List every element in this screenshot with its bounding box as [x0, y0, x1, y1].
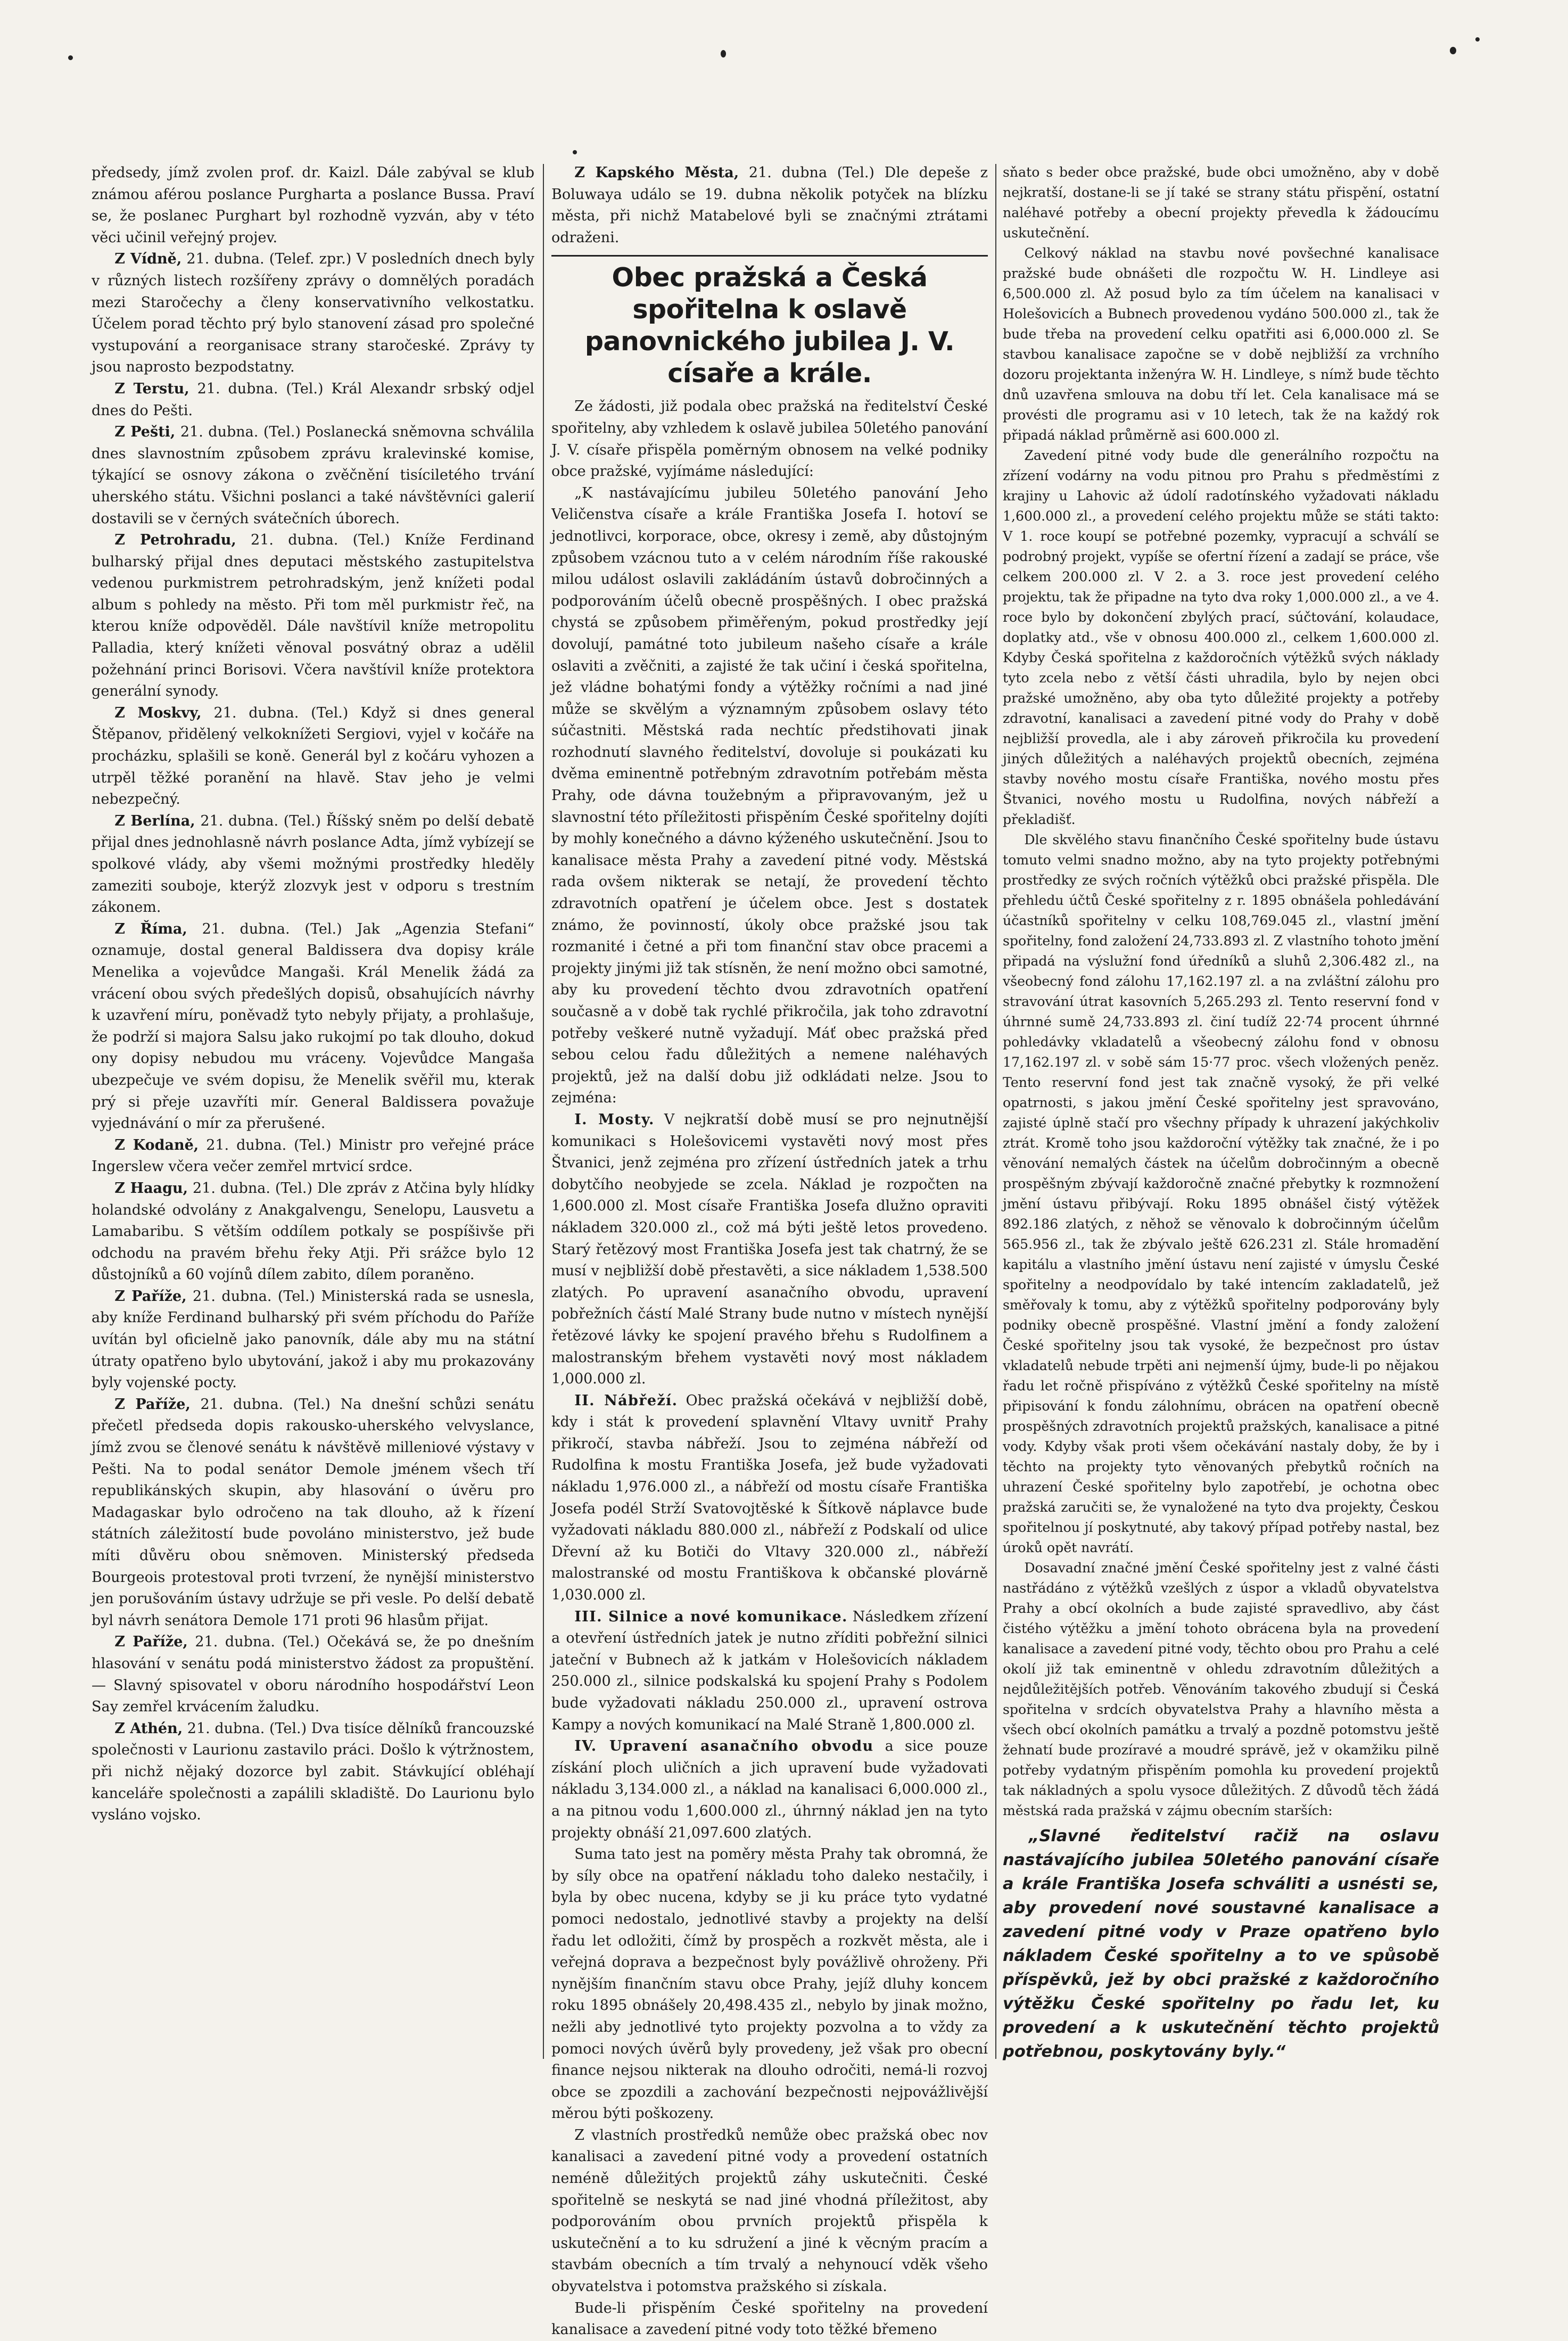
- news-item: Z Berlína, 21. dubna. (Tel.) Říšský sněm po delší debatě přijal dnes jednohlasně návrh poslance Adta, jímž vybízejí se spolkové vlády, aby všemi možnými prostředky hleděly zameziti souboje, kterýž zlozvyk jest v odporu s trestním zákonem.: [92, 812, 534, 916]
- news-item: Z Kodaně, 21. dubna. (Tel.) Ministr pro veřejné práce Ingerslew včera večer zemřel mrtvicí srdce.: [92, 1136, 534, 1175]
- dateline: Z Kapského Města,: [574, 164, 739, 181]
- article-paragraph: Bude-li přispěním České spořitelny na provedení kanalisace a zavedení pitné vody toto těžké břemeno: [551, 2299, 988, 2338]
- news-item: Z Paříže, 21. dubna. (Tel.) Ministerská rada se usnesla, aby kníže Ferdinand bulharský při svém příchodu do Paříže uvítán byl oficielně jako panovník, dále aby mu na státní útraty opatřeno bylo ubytování, jakož i aby mu prokazovány byly vojenské pocty.: [92, 1288, 535, 1391]
- resolution-quote: „Slavné ředitelství račiž na oslavu nastávajícího jubilea 50letého panování císaře a krále Františka Josefa schváliti a usnésti se, aby provedení nové soustavné kanalisace a zavedení pitné vody v Praze opatřeno bylo nákladem České spořitelny a to ve spůsobě příspěvků, jež by obci pražské z každoročního výtěžku České spořitelny po řadu let, ku provedení a k uskutečnění těchto projektů potřebnou, poskytovány byly.“: [1003, 1827, 1439, 2061]
- article-paragraph: „K nastávajícímu jubileu 50letého panování Jeho Veličenstva císaře a krále Františka Josefa I. hotoví se jednotlivci, korporace, obce, okresy i země, aby důstojným způsobem vzácnou tuto a v celém národním říše rakouské milou událost oslavili zakládáním ústavů dobročinných a podporováním účelů obecně prospěšných. I obec pražská chystá se způsobem přiměřeným, pokud prostředky její dovolují, památné toto jubileum našeho císaře a krále oslaviti a zvěčniti, a zajisté že tak učiní i česká spořitelna, jež vládne bohatými fondy a výtěžky ročními a nad jiné může se skvělým a významným způsobem oslavy této súčastniti. Městská rada nechtíc předstihovati jinak rozhodnutí slavného ředitelství, dovoluje si poukázati ku dvěma eminentně potřebným zdravotním potřebám města Prahy, ode dávna toužebným a připravovaným, jež u slavnostní této příležitosti přispěním České spořitelny dojíti by mohly konečného a dávno kýženého uskutečnění. Jsou to kanalisace města Prahy a zavedení pitné vody. Městská rada ovšem nikterak se netají, že provedení těchto zdravotních opatření je účelem obce. Jest s dostatek známo, že povinností, úkoly obce pražské jsou tak rozmanité i četné a při tom finanční stav obce pracemi a projekty jinými již tak stísněn, že není možno obci samotné, aby ku provedení těchto dvou zdravotních opatření současně a v době tak rychlé přikročila, jak toho zdravotní potřeby veškeré nutně vyžadují. Máť obec pražská před sebou celou řadu důležitých a nemene naléhavých projektů, jež na další dobu již odkládati nelze. Jsou to zejména:: [551, 484, 988, 1107]
- article-paragraph: Dle skvělého stavu finančního České spořitelny bude ústavu tomuto velmi snadno možno, aby na tyto projekty potřebnými prostředky ze svých ročních výtěžků obci pražské přispěla. Dle přehledu účtů České spořitelny z r. 1895 obnášela pohledávání účastníků spořitelny v celku 108,769.045 zl., vlastní jmění spořitelny, fond založení 24,733.893 zl. Z vlastního tohoto jmění připadá na výslužní fond úředníků a sluhů 2,306.482 zl., na všeobecný fond zálohu 17,162.197 zl. a na zvláštní zálohu pro stravování útrat kasovních 5,265.293 zl. Tento reservní fond v úhrnné sumě 24,733.893 zl. činí tudíž 22·74 procent úhrnné pohledávky vkladatelů a všeobecný zálohu fond v obnosu 17,162.197 zl. v sobě sám 15·77 proc. všech vložených peněz. Tento reservní fond jest tak značně vysoký, že při velké opatrnosti, s jakou jmění České spořitelny jest spravováno, zajisté úplně stačí pro všechny případy k uhrazení jakýchkoliv ztrát. Kromě toho jsou každoroční výtěžky tak značné, že i po věnování nemalých částek na účelům dobročinným a obecně prospěšným zbývají každoročně značné přebytky k rozmnožení jmění ústavu přibývají. Roku 1895 obnášel čistý výtěžek 892.186 zlatých, z něhož se věnovalo k dobročinným účelům 565.956 zl., tak že zbývalo ještě 626.231 zl. Stále hromadění kapitálu a vlastního jmění ústavu není zajisté v úmyslu České spořitelny a neodpovídalo by také intencím zakladatelů, jež směřovaly k tomu, aby z výtěžků spořitelny podporovány byly podniky obecně prospěšné. Vlastní jmění a fondy založení České spořitelny jsou tak vysoké, že bezpečnost pro ústav vkladatelů nebude trpěti ani nejmenší újmy, bude-li po nějakou řadu let ročně přispíváno z výtěžků České spořitelny na místě připisování k fondu zálohnímu, obrácen na opatření obecně prospěšných zdravotních projektů pražských, kanalisace a pitné vody. Kdyby však proti všem očekávání nastaly doby, že by i těchto na projekty tyto věnovaných přebytků ročních na uhrazení České spořitelny bylo zapotřebí, je ochotna obec pražská zaručiti se, že vynaložené na tyto dva projekty, Českou spořitelnou jí poskytnuté, aby takový případ potřeby nastal, bez úroků opět navrátí.: [1003, 832, 1439, 1555]
- news-paragraph: předsedy, jímž zvolen prof. dr. Kaizl. Dále zabýval se klub známou aférou poslance Purgharta a poslance Bussa. Praví se, že poslanec Purghart byl rozhodně vyzván, aby v této věci učinil veřejný projev.: [92, 164, 534, 246]
- news-item: Z Vídně, 21. dubna. (Telef. zpr.) V posledních dnech byly v různých listech rozšířeny zprávy o domnělých poradách mezi Staročechy a členy konservativního velkostatku. Účelem porad těchto prý bylo stanovení zásad pro společné vystupování a reorganisace strany staročeské. Zprávy ty jsou naprosto bezpodstatny.: [92, 251, 534, 376]
- section-heading: II. Nábřeží.: [574, 1392, 678, 1409]
- dateline: Z Berlína,: [114, 812, 195, 829]
- article-paragraph: sňato s beder obce pražské, bude obci umožněno, aby v době nejkratší, dostane-li se jí také se strany státu přispění, ostatní naléhavé potřeby a obecní projekty převedla k žádoucímu uskutečnění.: [1003, 164, 1439, 241]
- article-section: I. Mosty. V nejkratší době musí se pro nejnutnější komunikaci s Holešovicemi vystavěti nový most přes Štvanici, jenž zejména pro zřízení ústředních jatek a trhu dobytčího neobyjede se zcela. Náklad je rozpočten na 1,600.000 zl. Most císaře Františka Josefa dlužno opraviti nákladem 320.000 zl., což má býti ještě letos provedeno. Starý řetězový most Františka Josefa jest tak chatrný, že se musí v nejbližší době přestavěti, a sice nákladem 1,538.500 zlatých. Po upravení asanačního obvodu, upravení pobřežních částí Malé Strany bude nutno v místech nynější řetězové lávky ke spojení pravého břehu s Rudolfinem a malostranským břehem vystavěti nový most nákladem 1,000.000 zl.: [551, 1111, 988, 1388]
- news-item: Z Petrohradu, 21. dubna. (Tel.) Kníže Ferdinand bulharský přijal dnes deputaci městského zastupitelstva vedenou purkmistrem petrohradským, jenž knížeti podal album s pohledy na město. Při tom měl purkmistr řeč, na kterou kníže odpověděl. Dále navštívil kníže metropolitu Palladia, který knížeti věnoval posvátný obraz a udělil požehnání princi Borisovi. Včera navštívil kníže protektora generální synody.: [92, 532, 534, 700]
- column-1: [92, 162, 534, 2068]
- news-item: Z Moskvy, 21. dubna. (Tel.) Když si dnes general Štěpanov, přidělený velkoknížeti Sergiovi, vyjel v kočáře na procházku, splašili se koně. Generál byl z kočáru vyhozen a utrpěl těžké poranění na hlavě. Stav jeho je velmi nebezpečný.: [92, 704, 535, 808]
- article-section: IV. Upravení asanačního obvodu a sice pouze získání ploch uličních a jich upravení bude vyžadovati nákladu 3,134.000 zl., a náklad na kanalisaci 6,000.000 zl., a na pitnou vodu 1,600.000 zl., úhrnný náklad jen na tyto projekty obnáší 21,097.600 zlatých.: [551, 1738, 988, 1841]
- dateline: Z Vídně,: [114, 251, 182, 268]
- dateline: Z Paříže,: [114, 1634, 188, 1651]
- dateline: Z Paříže,: [114, 1288, 187, 1305]
- section-divider: [551, 255, 988, 257]
- news-item: Z Athén, 21. dubna. (Tel.) Dva tisíce dělníků francouzské společnosti v Laurionu zastavilo práci. Došlo k výtržnostem, při nichž nějaký dozorce byl zabit. Stávkující obléhají kanceláře společnosti a zapálili skladiště. Do Laurionu bylo vysláno vojsko.: [92, 1720, 534, 1824]
- article-paragraph: Celkový náklad na stavbu nové povšechné kanalisace pražské bude obnášeti dle rozpočtu W. H. Lindleye asi 6,500.000 zl. Až posud bylo za tím účelem na kanalisaci v Holešovicích a Bubnech provedenou vydáno 500.000 zl., tak že bude třeba na provedení celku opatřiti asi 6,000.000 zl. Se stavbou kanalisace započne se v době nejbližší za vrchního dozoru projektanta inženýra W. H. Lindleye, s nímž bude těchto dnů uzavřena smlouva na dobu tří let. Cela kanalisace má se provésti dle programu asi v 10 letech, tak že na každý rok připadá náklad průměrně asi 600.000 zl.: [1003, 245, 1439, 443]
- news-item: Z Paříže, 21. dubna. (Tel.) Očekává se, že po dnešním hlasování v senátu podá ministerstvo žádost za propuštění. — Slavný spisovatel v oboru národního hospodářství Leon Say zemřel krvácením žaludku.: [92, 1634, 535, 1716]
- scan-speck: [721, 50, 726, 57]
- section-heading: III. Silnice a nové komunikace.: [574, 1608, 848, 1625]
- section-heading: I. Mosty.: [574, 1111, 655, 1128]
- article-section: II. Nábřeží. Obec pražská očekává v nejbližší době, kdy i stát k provedení splavnění Vltavy uvnitř Prahy přikročí, stavba nábřeží. Jsou to zejména nábřeží od Rudolfina k mostu Františka Josefa, jež bude vyžadovati nákladu 1,976.000 zl., a nábřeží od mostu císaře Františka Josefa podél Strží Svatovojtěské k Šítkově náplavce bude vyžadovati nákladu 880.000 zl., nábřeží z Podskalí od ulice Dřevní až ku Botiči do Vltavy 320.000 zl., nábřeží malostranské od mostu Františkova k občanské plovárně 1,030.000 zl.: [551, 1392, 988, 1604]
- news-item: Z Kapského Města, 21. dubna (Tel.) Dle depeše z Boluwaya událo se 19. dubna několik potyček na blízku města, při nichž Matabelové byli se značnými ztrátami odraženi.: [551, 164, 988, 246]
- article-headline: Obec pražská a Česká spořitelna k oslavě panovnického jubilea J. V. císaře a krále.: [584, 262, 955, 389]
- article-paragraph: Suma tato jest na poměry města Prahy tak obromná, že by síly obce na opatření nákladu toho daleko nestačily, i byla by obec nucena, kdyby se ji ku práce tyto vydatné pomoci nedostalo, jednotlivé stavby a projekty na delší řadu let odložiti, čímž by prospěch a rozkvět města, ale i veřejná dopravа a bezpečnost byly povážlivě ohroženy. Při nynějším finančním stavu obce Prahy, jejíž dluhy koncem roku 1895 obnášely 20,498.435 zl., nebylo by jinak možno, nežli aby jednotlivé tyto projekty pozvolna a to vždy za pomoci nových úvěrů byly provedeny, jež však pro obecní finance nejsou nikterak na dlouho odročiti, nemá-li rozvoj obce se zpozdili a zachování bezpečnosti nejpovážlivější měrou býti poškozeny.: [551, 1846, 988, 2122]
- top-dot: [573, 150, 577, 154]
- news-item: Z Pešti, 21. dubna. (Tel.) Poslanecká sněmovna schválila dnes slavnostním způsobem zprávu kralevinské komise, týkající se osnovy zákona o zvěčnění tisíciletého trvání uherského státu. Všichni poslanci a také návštěvníci galerií dostavili se v černých svátečních úborech.: [92, 424, 534, 527]
- column-2: [551, 162, 988, 2338]
- dateline: Z Paříže,: [114, 1396, 191, 1413]
- column-rule: [543, 164, 544, 2059]
- dateline: Z Athén,: [114, 1720, 183, 1737]
- article-paragraph: Zavedení pitné vody bude dle generálního rozpočtu na zřízení vodárny na vodu pitnou pro Prahu s předměstími z krajiny u Lahovic až údolí radotínského vyžadovati nákladu 1,600.000 zl., a provedení celého projektu může se státi takto: V 1. roce koupí se potřebné pozemky, vypracují a schválí se podrobný projekt, vypíše se ofertní řízení a zadají se práce, vše celkem 200.000 zl. V 2. a 3. roce jest provedení celého projektu, tak že připadne na tyto dva roky 1,000.000 zl., a ve 4. roce bylo by dokončení zbylých prací, súčtování, kolaudace, doplatky atd., vše v obnosu 400.000 zl., celkem 1,600.000 zl. Kdyby Česká spořitelna z každoročních výtěžků svých náklady tyto zcela nebo z větší části uhradila, bylo by nejen obci pražské umožněno, aby oba tyto důležité projekty a potřeby zdravotní, kanalisaci a zavedení pitné vody do Prahy v době nejbližší provedla, ale i aby zároveň přikročila ku provedení jiných důležitých a naléhavých projektů obecních, zejména stavby nového mostu císaře Františka, nového mostu přes Štvanici, nového mostu u Rudolfina, nových nábřeží a překladišť.: [1003, 448, 1439, 827]
- dateline: Z Moskvy,: [114, 704, 202, 721]
- scan-speck: [1450, 47, 1456, 54]
- news-item: Z Haagu, 21. dubna. (Tel.) Dle zpráv z Atčina byly hlídky holandské odvolány z Anakgalvengu, Senelopu, Lausvetu a Lamabaribu. S větším oddílem potkaly se pospíšivše při odchodu na pravém břehu řeky Atji. Při srážce bylo 12 důstojníků a 60 vojínů dílem zabito, dílem poraněno.: [92, 1180, 534, 1283]
- article-paragraph: Dosavadní značné jmění České spořitelny jest z valné části nastřádáno z výtěžků vzešlých z úspor a vkladů obyvatelstva Prahy a obcí okolních a bude zajisté spravedlivo, aby část čistého výtěžku a jmění tohoto obrácena byla na provedení kanalisace a zavedení pitné vody, těchto obou pro Prahu a celé okolí již tak eminentně v ohledu zdravotním důležitých a nejdůležitějších potřeb. Věnováním takového zbudují si Česká spořitelna v srdcích obyvatelstva Prahy a hlavního města a všech obcí okolních památku a trvalý a pozdně potomstvu ještě žehnatí bude prozíravé a moudré správě, jež v okamžiku pilně potřeby vydatným přispěním pomohla ku provedení projektů tak nákladných a spolu vysoce důležitých. Z důvodů těch žádá městská rada pražská v zájmu obecním starších:: [1003, 1560, 1439, 1818]
- dateline: Z Kodaně,: [114, 1136, 199, 1153]
- dateline: Z Říma,: [114, 920, 187, 937]
- article-paragraph: Z vlastních prostředků nemůže obec pražská obec nov kanalisaci a zavedení pitné vody a provedení ostatních neméně důležitých projektů záhy uskutečniti. České spořitelně se neskytá se nad jiné vhodná příležitost, aby podporováním obou prvních projektů přispěla k uskutečnění a to ku sdružení a jiné k věcným pracím a stavbám obecních a tím trvalý a nehynoucí vděk všeho obyvatelstva i potomstva pražského si získala.: [551, 2126, 988, 2295]
- scan-speck: [68, 55, 73, 60]
- dateline: Z Pešti,: [114, 424, 176, 441]
- dateline: Z Petrohradu,: [114, 532, 236, 549]
- article-section: III. Silnice a nové komunikace. Následkem zřízení a otevření ústředních jatek je nutno zříditi pobřežní silnici jateční v Bubnech až k jatkám v Holešovicích nákladem 250.000 zl., silnice podskalská ku spojení Prahy s Podolem bude vyžadovati nákladu 250.000 zl., upravení ostrova Kampy a nových komunikací na Malé Straně 1,800.000 zl.: [551, 1608, 988, 1733]
- article-paragraph: Ze žádosti, již podala obec pražská na ředitelství České spořitelny, aby vzhledem k oslavě jubilea 50letého panování J. V. císaře přispěla poměrným obnosem na velké podniky obce pražské, vyjímáme následující:: [551, 398, 988, 480]
- dateline: Z Haagu,: [114, 1180, 188, 1197]
- column-rule: [995, 164, 996, 2059]
- news-item: Z Paříže, 21. dubna. (Tel.) Na dnešní schůzi senátu přečetl předseda dopis rakousko-uherského velvyslance, jímž zvou se členové senátu k návštěvě milleniové výstavy v Pešti. Na to podal senátor Demole jménem všech tří republikánských skupin, aby hlasování o úvěru pro Madagaskar bylo odročeno na tak dlouho, až k řízení státních záležitostí bude povoláno ministerstvo, jež bude míti důvěru obou sněmoven. Ministerský předseda Bourgeois protestoval proti tvrzení, že nynější ministerstvo jen porušováním ústavy udržuje se při vesle. Po delší debatě byl návrh senátora Demole 171 proti 96 hlasům přijat.: [92, 1396, 534, 1629]
- dateline: Z Terstu,: [114, 380, 189, 397]
- news-item: Z Říma, 21. dubna. (Tel.) Jak „Agenzia Stefani“ oznamuje, dostal general Baldissera dva dopisy krále Menelika a vojevůdce Mangaši. Král Menelik žádá za vrácení obou svých předešlých dopisů, obsahujících návrhy k uzavření míru, poněvadž tyto nebyly přijaty, a prohlašuje, že podrží si majora Salsu jako rukojmí po tak dlouho, dokud ony dopisy nebudou mu vráceny. Vojevůdce Mangaša ubezpečuje ve svém dopisu, že Menelik svěřil mu, kterak prý si přeje uzavříti mír. General Baldissera považuje vyjednávání o mír za přerušené.: [92, 920, 534, 1132]
- news-item: Z Terstu, 21. dubna. (Tel.) Král Alexandr srbský odjel dnes do Pešti.: [92, 380, 534, 419]
- column-3: [1003, 162, 1439, 2068]
- section-heading: IV. Upravení asanačního obvodu: [574, 1738, 874, 1755]
- scan-speck: [1475, 37, 1480, 42]
